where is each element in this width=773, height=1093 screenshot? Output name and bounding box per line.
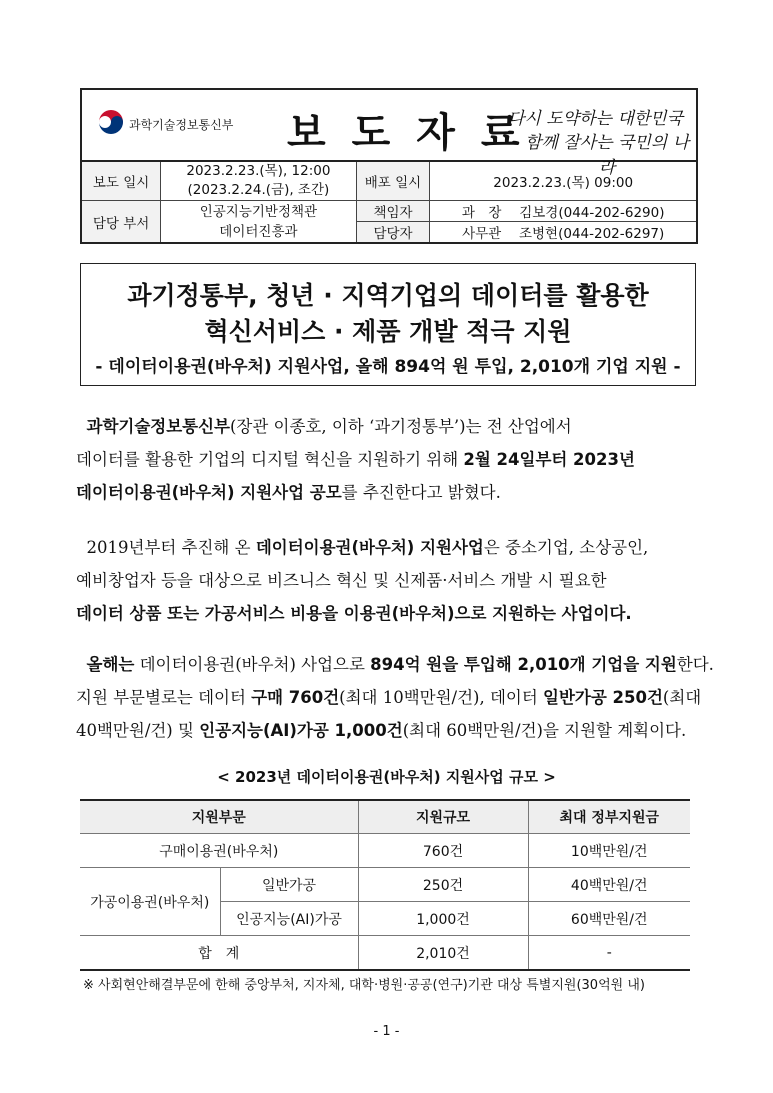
- release-time-label: 보도 일시: [81, 161, 161, 201]
- release-time-value: [161, 161, 356, 201]
- col-header-category: 지원부문: [80, 800, 358, 834]
- release-time-line2: (2023.2.24.(금), 조간): [187, 182, 330, 198]
- cell-subcategory: 인공지능(AI)가공: [220, 902, 358, 936]
- cell-total-max: -: [528, 936, 690, 971]
- col-header-scale: 지원규모: [358, 800, 528, 834]
- p1-line1-rest: (장관 이종호, 이하 ‘과기정통부’)는 전 산업에서: [229, 417, 572, 436]
- p2-program: 데이터이용권(바우처) 지원사업: [255, 538, 484, 557]
- cell-scale: 760건: [358, 834, 528, 868]
- press-release-header: [80, 88, 698, 244]
- p1-ministry: 과학기술정보통신부: [86, 417, 230, 436]
- p3-line1-mid: 데이터이용권(바우처) 사업으로: [134, 655, 371, 674]
- headline-line2: 혁신서비스 · 제품 개발 적극 지원: [204, 317, 572, 346]
- p3-l2b: 구매 760건: [251, 688, 340, 707]
- cell-max-support: 40백만원/건: [528, 868, 690, 902]
- paragraph-3: [76, 648, 714, 747]
- cell-max-support: 10백만원/건: [528, 834, 690, 868]
- p3-l2e: (최대: [662, 688, 702, 707]
- headline-line1: 과기정통부, 청년 · 지역기업의 데이터를 활용한: [127, 281, 649, 310]
- paragraph-1: [76, 410, 698, 509]
- headline-box: [80, 263, 696, 386]
- p2-line1-start: 2019년부터 추진해 온: [86, 538, 256, 557]
- footnote: ※ 사회현안해결부문에 한해 중앙부처, 지자체, 대학·병원·공공(연구)기관 대상 특별지원(30억원 내): [83, 978, 645, 993]
- headline-subtitle: - 데이터이용권(바우처) 지원사업, 올해 894억 원 투입, 2,010개 기업 지원 -: [95, 357, 681, 377]
- p3-l3c: (최대 60백만원/건)을 지원할 계획이다.: [402, 721, 687, 740]
- department-value: [161, 201, 356, 244]
- cell-scale: 1,000건: [358, 902, 528, 936]
- col-header-max-support: 최대 정부지원금: [528, 800, 690, 834]
- cell-max-support: 60백만원/건: [528, 902, 690, 936]
- cell-total-scale: 2,010건: [358, 936, 528, 971]
- cell-group: 가공이용권(바우처): [80, 868, 220, 936]
- p3-l3a: 40백만원/건) 및: [76, 721, 200, 740]
- p1-line2-text: 데이터를 활용한 기업의 디지털 혁신을 지원하기 위해: [76, 450, 464, 469]
- distribution-time-label: 배포 일시: [356, 161, 430, 201]
- contact-label: 담당자: [356, 222, 430, 244]
- p1-line3: [76, 476, 698, 509]
- p2-line3: [76, 597, 698, 630]
- p3-line2: [76, 681, 702, 714]
- p1-line3-rest: 를 추진한다고 밝혔다.: [341, 483, 501, 502]
- contact-value: 사무관 조병현(044-202-6297): [430, 222, 697, 244]
- p3-line1: [76, 648, 714, 681]
- department-line2: 데이터진흥과: [219, 223, 298, 240]
- ministry-logo-icon: [98, 109, 124, 135]
- table-row-total: [80, 936, 690, 971]
- cell-total-label: 합 계: [80, 936, 358, 971]
- table-caption: < 2023년 데이터이용권(바우처) 지원사업 규모 >: [217, 768, 556, 786]
- p1-line1: [76, 410, 698, 443]
- release-time-line1: 2023.2.23.(목), 12:00: [186, 163, 331, 179]
- p2-line1: [76, 531, 698, 564]
- p1-date: 2월 24일부터 2023년: [463, 450, 635, 469]
- p2-line1-rest: 은 중소기업, 소상공인,: [483, 538, 649, 557]
- document-title: 보도자료: [287, 110, 546, 156]
- slogan-line2: 함께 잘사는 국민의 나라: [524, 133, 689, 178]
- page-number: - 1 -: [373, 1024, 400, 1039]
- department-label: 담당 부서: [81, 201, 161, 244]
- ministry-name: 과학기술정보통신부: [129, 118, 234, 132]
- table-row: [80, 868, 690, 902]
- p3-l2a: 지원 부문별로는 데이터: [76, 688, 252, 707]
- slogan-line1: 다시 도약하는 대한민국: [508, 109, 684, 129]
- program-scale-table: [80, 799, 690, 971]
- p1-line2: [76, 443, 698, 476]
- p3-l2d: 일반가공 250건: [543, 688, 663, 707]
- p1-program: 데이터이용권(바우처) 지원사업 공모: [76, 483, 342, 502]
- p3-this-year: 올해는: [86, 655, 135, 674]
- p3-l3b: 인공지능(AI)가공 1,000건: [199, 721, 403, 740]
- cell-subcategory: 일반가공: [220, 868, 358, 902]
- cell-scale: 250건: [358, 868, 528, 902]
- manager-value: 과 장 김보경(044-202-6290): [430, 201, 697, 222]
- department-line1: 인공지능기반정책관: [199, 203, 318, 220]
- p3-l2c: (최대 10백만원/건), 데이터: [339, 688, 544, 707]
- paragraph-2: [76, 531, 698, 630]
- p2-line3-text: 데이터 상품 또는 가공서비스 비용을 이용권(바우처)으로 지원하는 사업이다.: [76, 604, 632, 623]
- manager-label: 책임자: [356, 201, 430, 222]
- table-row: [80, 834, 690, 868]
- distribution-time-value: 2023.2.23.(목) 09:00: [430, 161, 697, 201]
- cell-category: 구매이용권(바우처): [80, 834, 358, 868]
- p3-line1-end: 한다.: [676, 655, 714, 674]
- p3-budget: 894억 원을 투입해 2,010개 기업을 지원: [370, 655, 677, 674]
- p3-line3: [76, 714, 698, 747]
- p2-line2: 예비창업자 등을 대상으로 비즈니스 혁신 및 신제품·서비스 개발 시 필요한: [76, 571, 607, 590]
